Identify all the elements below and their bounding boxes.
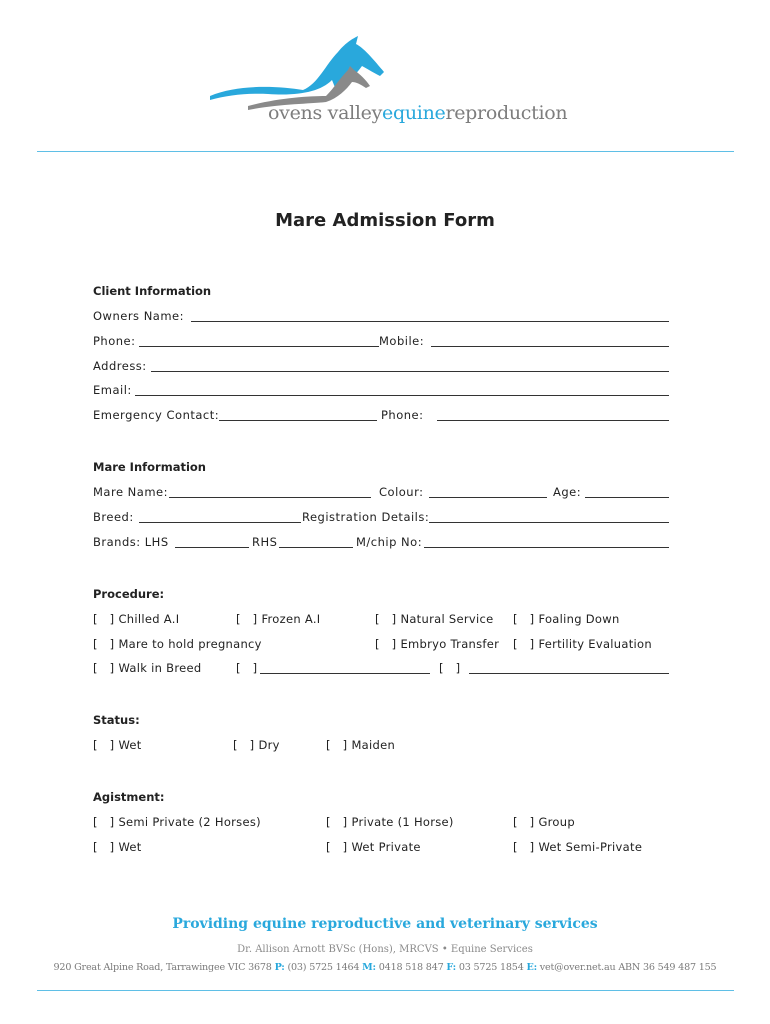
- procedure-row-3: [93, 661, 669, 675]
- procedure-option-other-1-field[interactable]: [260, 673, 430, 674]
- footer-mobile: 0418 518 847: [378, 962, 444, 973]
- emergency-contact-row: [93, 408, 669, 422]
- procedure-option-mare-to-hold-pregnancy[interactable]: [ ] Mare to hold pregnancy: [93, 636, 262, 651]
- procedure-option-walk-in-breed[interactable]: [ ] Walk in Breed: [93, 661, 202, 676]
- brand-name-part3: reproduction: [445, 102, 568, 124]
- procedure-option-frozen-ai[interactable]: [ ] Frozen A.I: [236, 611, 321, 626]
- footer-phone: (03) 5725 1464: [287, 962, 360, 973]
- status-row: [93, 738, 669, 752]
- footer-tagline: Providing equine reproductive and veterinary services: [172, 916, 598, 932]
- rhs-label: RHS: [252, 534, 278, 549]
- brands-row: [93, 535, 669, 549]
- email-label: Email:: [93, 383, 132, 398]
- footer-credentials: Dr. Allison Arnott BVSc (Hons), MRCVS • Equine Services: [237, 944, 533, 955]
- colour-field[interactable]: [429, 497, 547, 498]
- brands-lhs-label: Brands: LHS: [93, 534, 169, 549]
- colour-label: Colour:: [379, 485, 424, 500]
- agistment-option-private[interactable]: [ ] Private (1 Horse): [326, 815, 454, 830]
- procedure-option-natural-service[interactable]: [ ] Natural Service: [375, 611, 494, 626]
- procedure-option-other-1-checkbox[interactable]: [ ]: [236, 661, 258, 676]
- email-field[interactable]: [135, 395, 669, 396]
- address-label: Address:: [93, 358, 147, 373]
- emergency-contact-label: Emergency Contact:: [93, 408, 220, 423]
- agistment-option-wet-semi-private[interactable]: [ ] Wet Semi-Private: [513, 840, 643, 855]
- procedure-option-other-2-checkbox[interactable]: [ ]: [439, 661, 461, 676]
- footer-email-label: E:: [526, 962, 537, 973]
- procedure-heading: Procedure:: [93, 586, 165, 601]
- mare-name-row: [93, 485, 669, 499]
- phone-label: Phone:: [93, 333, 136, 348]
- age-label: Age:: [553, 485, 582, 500]
- mobile-field[interactable]: [431, 346, 669, 347]
- owners-name-field[interactable]: [191, 321, 669, 322]
- breed-row: [93, 510, 669, 524]
- agistment-row-1: [93, 815, 669, 829]
- brand-wordmark: [268, 102, 567, 124]
- emergency-contact-field[interactable]: [219, 420, 377, 421]
- company-logo: [208, 34, 568, 130]
- address-field[interactable]: [151, 371, 669, 372]
- procedure-option-embryo-transfer[interactable]: [ ] Embryo Transfer: [375, 636, 500, 651]
- agistment-option-semi-private[interactable]: [ ] Semi Private (2 Horses): [93, 815, 261, 830]
- footer-mobile-label: M:: [362, 962, 376, 973]
- mare-name-label: Mare Name:: [93, 485, 168, 500]
- footer-phone-label: P:: [274, 962, 285, 973]
- header-divider: [37, 151, 734, 152]
- brands-lhs-field[interactable]: [175, 547, 249, 548]
- agistment-option-wet-private[interactable]: [ ] Wet Private: [326, 840, 421, 855]
- procedure-option-other-2-field[interactable]: [469, 673, 669, 674]
- phone-field[interactable]: [139, 346, 379, 347]
- status-option-dry[interactable]: [ ] Dry: [233, 738, 280, 753]
- mchip-label: M/chip No:: [356, 534, 423, 549]
- rhs-field[interactable]: [279, 547, 353, 548]
- status-option-maiden[interactable]: [ ] Maiden: [326, 738, 396, 753]
- email-row: [93, 383, 669, 397]
- footer-divider: [37, 990, 734, 991]
- agistment-option-group[interactable]: [ ] Group: [513, 815, 575, 830]
- agistment-option-wet[interactable]: [ ] Wet: [93, 840, 142, 855]
- breed-label: Breed:: [93, 509, 134, 524]
- phone-row: [93, 334, 669, 348]
- owners-name-row: [93, 309, 669, 323]
- procedure-option-foaling-down[interactable]: [ ] Foaling Down: [513, 611, 620, 626]
- footer-fax-label: F:: [446, 962, 456, 973]
- footer-email[interactable]: vet@over.net.au: [539, 962, 616, 973]
- agistment-heading: Agistment:: [93, 790, 165, 805]
- page-title: Mare Admission Form: [275, 210, 495, 231]
- footer-address: 920 Great Alpine Road, Tarrawingee VIC 3678: [53, 962, 272, 973]
- emergency-phone-label: Phone:: [381, 408, 424, 423]
- status-heading: Status:: [93, 713, 140, 728]
- registration-details-field[interactable]: [429, 522, 669, 523]
- procedure-option-fertility-evaluation[interactable]: [ ] Fertility Evaluation: [513, 636, 652, 651]
- footer-abn: ABN 36 549 487 155: [618, 962, 717, 973]
- mare-name-field[interactable]: [169, 497, 371, 498]
- footer-contact-line: [0, 962, 770, 973]
- client-information-heading: Client Information: [93, 284, 212, 298]
- mchip-field[interactable]: [424, 547, 669, 548]
- mare-information-heading: Mare Information: [93, 460, 206, 475]
- agistment-row-2: [93, 840, 669, 854]
- brand-name-part1: ovens valley: [268, 102, 383, 124]
- registration-details-label: Registration Details:: [302, 509, 430, 524]
- procedure-row-1: [93, 612, 669, 626]
- brand-name-part2: equine: [382, 102, 446, 124]
- mobile-label: Mobile:: [379, 333, 425, 348]
- procedure-row-2: [93, 637, 669, 651]
- owners-name-label: Owners Name:: [93, 309, 184, 323]
- age-field[interactable]: [585, 497, 669, 498]
- breed-field[interactable]: [139, 522, 301, 523]
- emergency-phone-field[interactable]: [437, 420, 669, 421]
- footer-fax: 03 5725 1854: [458, 962, 524, 973]
- address-row: [93, 359, 669, 373]
- status-option-wet[interactable]: [ ] Wet: [93, 738, 142, 753]
- admission-form: [93, 284, 669, 854]
- procedure-option-chilled-ai[interactable]: [ ] Chilled A.I: [93, 611, 180, 626]
